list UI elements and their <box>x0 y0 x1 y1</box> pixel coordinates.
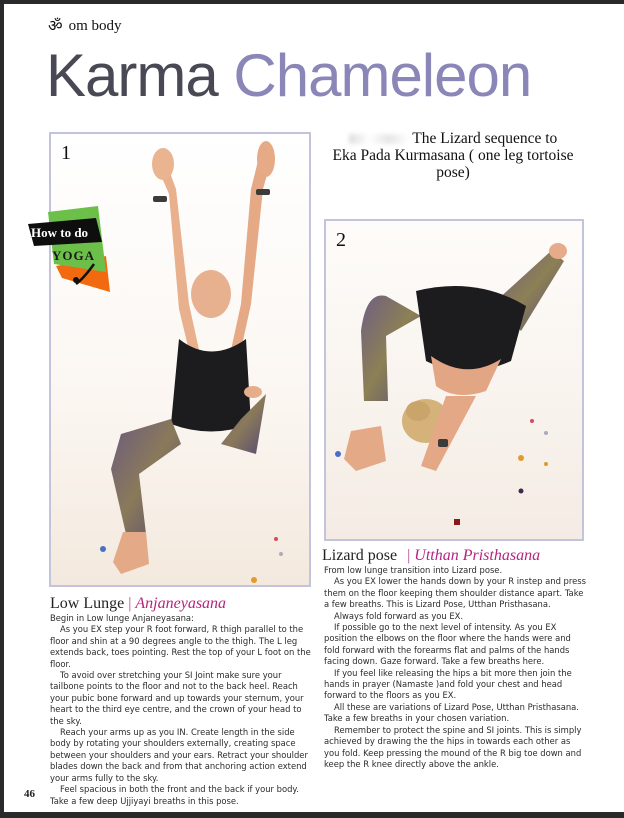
svg-text:YOGA: YOGA <box>52 248 95 263</box>
paragraph: From low lunge transition into Lizard pose. <box>324 565 503 575</box>
paragraph: All these are variations of Lizard Pose, Utthan Pristhasana. Take a few breaths in your chosen variation. <box>324 701 579 724</box>
photo-number-1: 1 <box>61 142 71 164</box>
paragraph: Always fold forward as you EX. <box>334 610 464 621</box>
yoga-badge-icon <box>28 206 112 292</box>
title-part-karma: Karma <box>46 42 218 109</box>
subtitle-line-3: pose) <box>436 164 470 181</box>
paragraph: Begin in Low lunge Anjaneyasana: <box>50 613 194 623</box>
photo-lizard-pose <box>324 219 584 541</box>
heading-separator: | <box>407 547 411 564</box>
paragraph: Feel spacious in both the front and the back if your body. Take a few deep Ujjiyayi breaths in this pose. <box>50 784 299 806</box>
paragraph: Reach your arms up as you IN. Create length in the side body by rotating your shoulders externally, creating space between your shoulders and your ears. Retract your shoulder blades down the back and from that anchoring action extend your arms fully to the sky. <box>50 727 308 783</box>
subtitle-line-1: The Lizard sequence to <box>412 130 558 147</box>
pose-name: Lizard pose <box>322 547 398 564</box>
section-name: om body <box>68 18 122 34</box>
magazine-page <box>4 4 624 812</box>
subtitle-line-2: Eka Pada Kurmasana ( one leg tortoise <box>332 147 574 164</box>
lizard-pose-illustration <box>326 221 582 539</box>
paragraph: As you EX lower the hands down by your R instep and press them on the floor keeping them shoulder distance apart. Take a few breaths. This is Lizard Pose, Utthan Pristhasana. <box>324 576 587 610</box>
how-to-do-yoga-badge <box>28 206 112 292</box>
lizard-pose-instructions <box>324 565 586 770</box>
sequence-subtitle <box>322 130 584 181</box>
pose-name: Low Lunge <box>50 595 125 612</box>
pose-heading-low-lunge <box>50 595 226 613</box>
section-label <box>48 18 122 35</box>
photo-low-lunge <box>49 132 311 587</box>
pose-sanskrit-name: Anjaneyasana <box>135 595 227 612</box>
photo-number-2: 2 <box>336 229 346 251</box>
paragraph: As you EX step your R foot forward, R thigh parallel to the floor and shin at a 90 degrees angle to the thigh. The L leg extends back, toes pointing. Rest the top of your L foot on the floor. <box>50 624 311 669</box>
low-lunge-instructions <box>50 613 312 807</box>
page-title <box>46 42 532 109</box>
paragraph: If you feel like releasing the hips a bit more then join the hands in prayer (Namaste )and fold your chest and head forward to the floors as you EX. <box>324 667 572 701</box>
page-number: 46 <box>24 788 35 800</box>
paragraph: To avoid over stretching your SI Joint make sure your tailbone points to the floor and not to the back heel. Reach your pubic bone forward and up towards your sternum, your heart to the third eye centre, and the crown of your head to the sky. <box>50 670 304 726</box>
title-part-chameleon: Chameleon <box>233 42 532 109</box>
heading-separator: | <box>128 595 132 612</box>
paragraph: If possible go to the next level of intensity. As you EX position the elbows on the floor where the hands were and fold forward with the forearms flat and palms of the hands facing down. Gaze forward. Take a few breaths here. <box>324 622 571 667</box>
pose-sanskrit-name: Utthan Pristhasana <box>414 547 541 564</box>
low-lunge-illustration <box>51 134 309 585</box>
blurred-text <box>349 134 409 144</box>
paragraph: Remember to protect the spine and SI joints. This is simply achieved by drawing the the hips in towards each other as you fold. Keep pressing the mound of the R big toe down and keep the R knee directly above the ankle. <box>324 724 582 769</box>
om-symbol-icon: ॐ <box>48 17 63 35</box>
pose-heading-lizard <box>322 547 540 565</box>
svg-text:How to do: How to do <box>31 225 89 240</box>
